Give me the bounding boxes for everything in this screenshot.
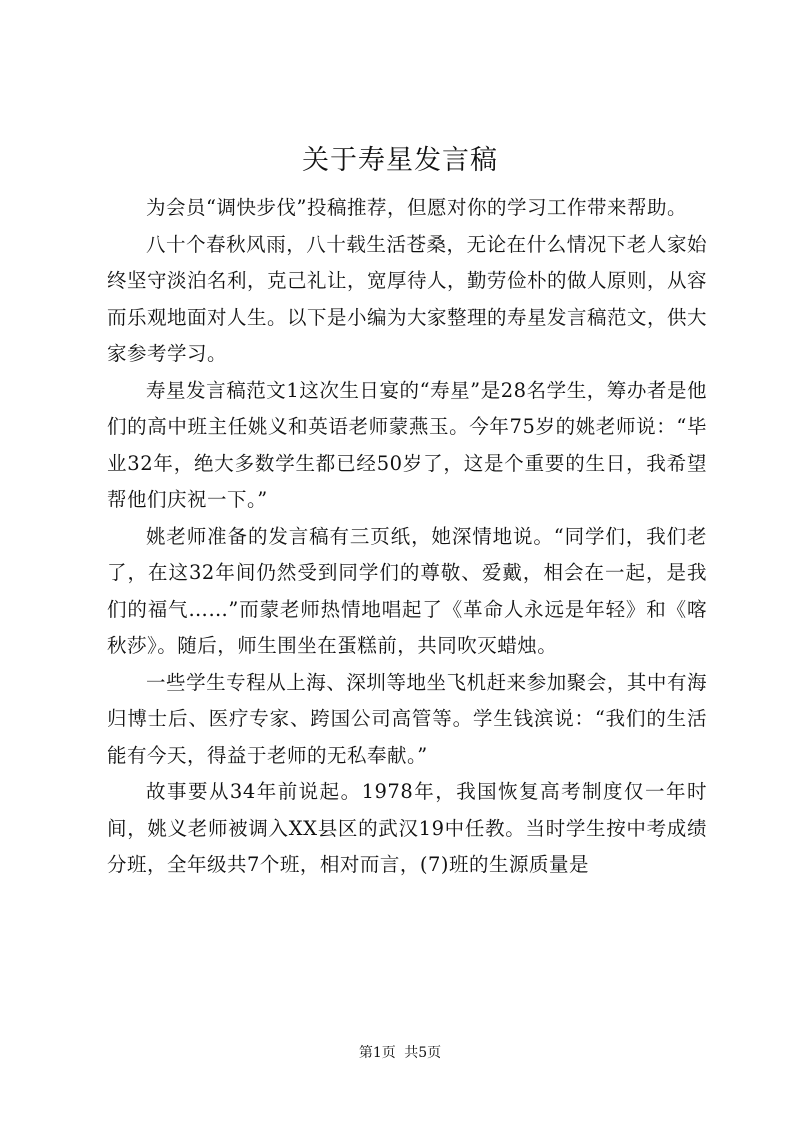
page-total: 共5页 [404,1045,442,1061]
page-number: 第1页 [358,1045,396,1061]
paragraph-summary: 八十个春秋风雨，八十载生活苍桑，无论在什么情况下老人家始终坚守淡泊名利，克己礼让，宽厚待人，勤劳俭朴的做人原则，从容而乐观地面对人生。以下是小编为大家整理的寿星发言稿范文，供大家参考学习。 [107,232,708,365]
paragraph-example-1: 寿星发言稿范文1这次生日宴的“寿星”是28名学生，筹办者是他们的高中班主任姚义和英语老师蒙燕玉。今年75岁的姚老师说：“毕业32年，绝大多数学生都已经50岁了，这是个重要的生日，我希望帮他们庆祝一下。” [107,378,707,511]
paragraph-speech: 姚老师准备的发言稿有三页纸，她深情地说。“同学们，我们老了，在这32年间仍然受到同学们的尊敬、爱戴，相会在一起，是我们的福气……”而蒙老师热情地唱起了《革命人永远是年轻》和《喀秋莎》。随后，师生围坐在蛋糕前，共同吹灭蜡烛。 [107,524,707,657]
paragraph-story: 故事要从34年前说起。1978年，我国恢复高考制度仅一年时间，姚义老师被调入XX县区的武汉19中任教。当时学生按中考成绩分班，全年级共7个班，相对而言，(7)班的生源质量是 [107,780,707,876]
paragraph-students: 一些学生专程从上海、深圳等地坐飞机赶来参加聚会，其中有海归博士后、医疗专家、跨国公司高管等。学生钱滨说：“我们的生活能有今天，得益于老师的无私奉献。” [107,670,707,767]
document-body [107,190,707,884]
page-footer [0,1043,800,1063]
document-title: 关于寿星发言稿 [302,145,498,176]
paragraph-intro: 为会员“调快步伐”投稿推荐，但愿对你的学习工作带来帮助。 [146,196,687,219]
